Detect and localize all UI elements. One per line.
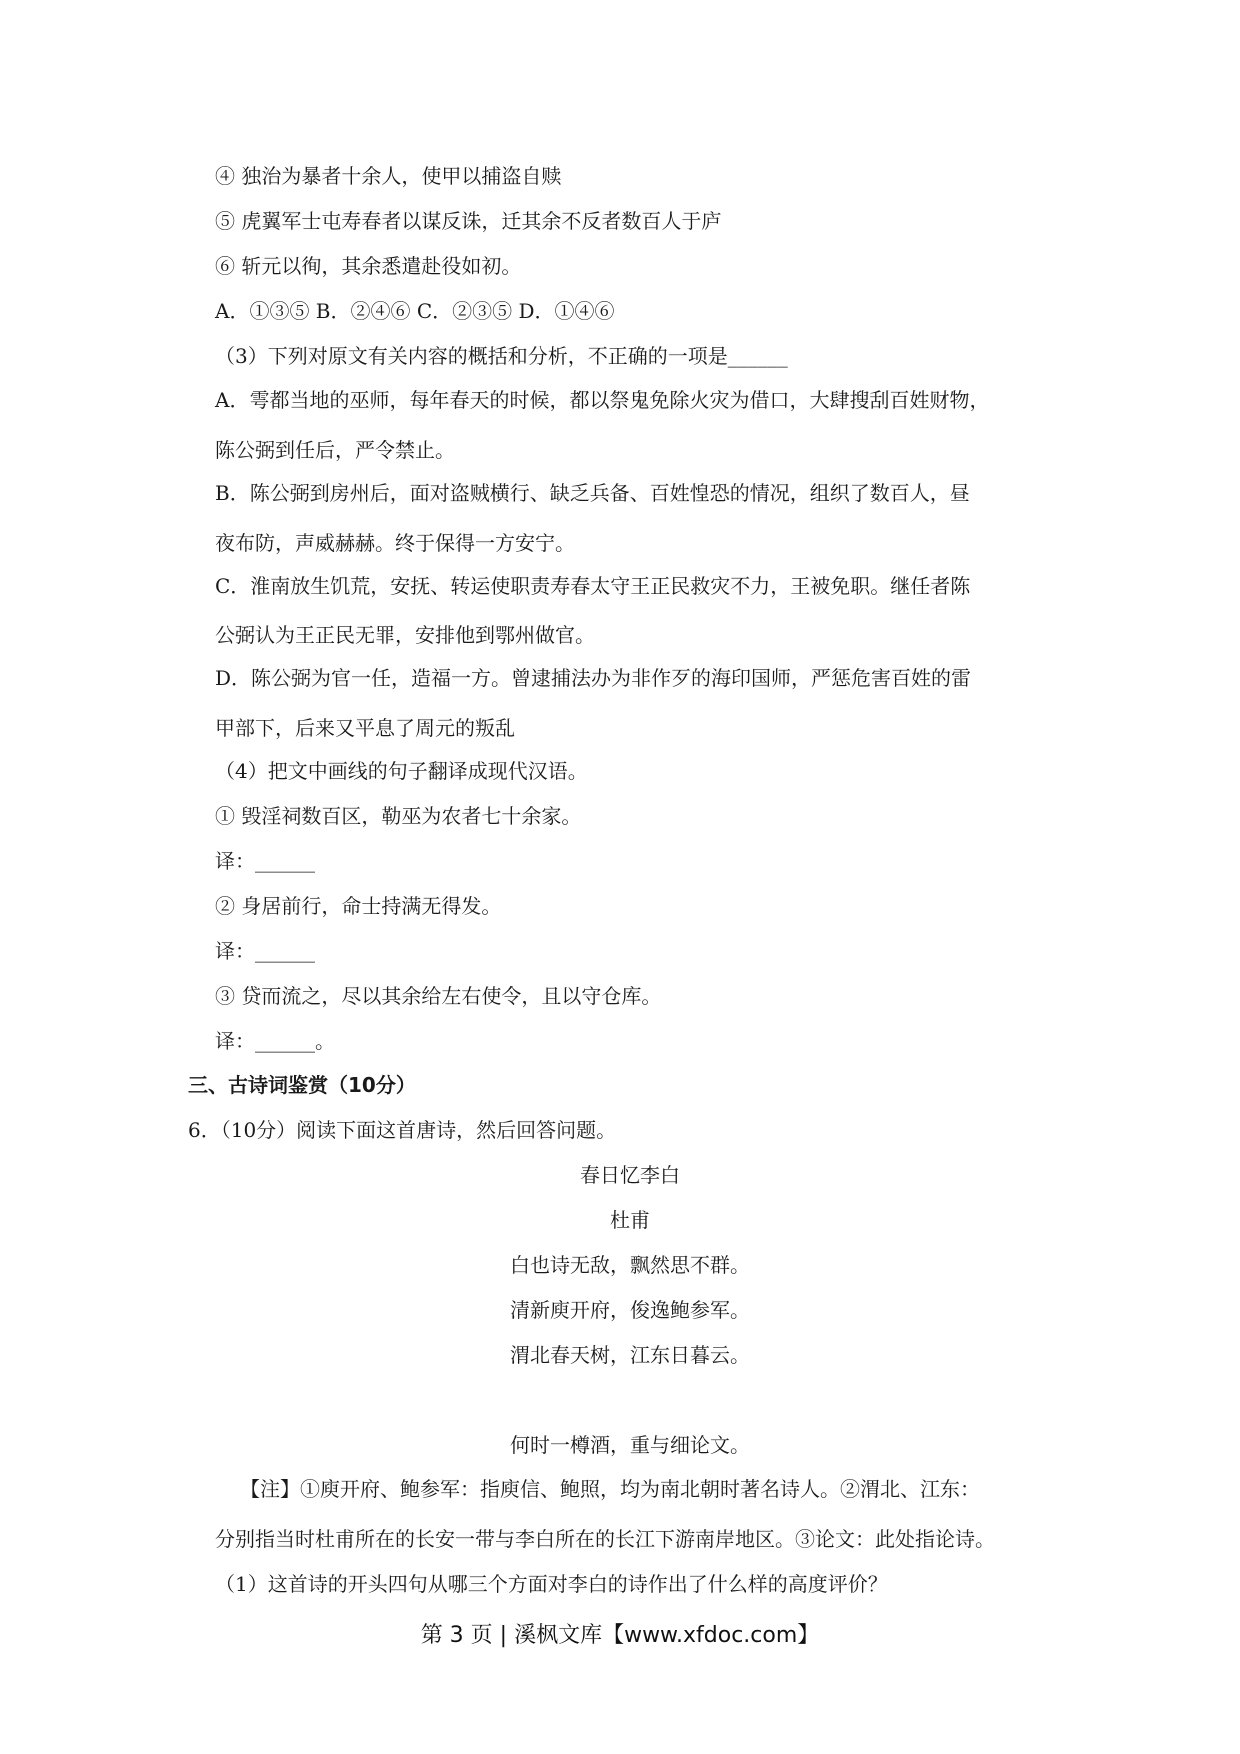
poem-line-4: 何时一樽酒，重与细论文。 — [510, 1433, 750, 1457]
poem-note-line-2: 分别指当时杜甫所在的长安一带与李白所在的长江下游南岸地区。③论文：此处指论诗。 — [215, 1527, 995, 1551]
poem-line-1: 白也诗无敌，飘然思不群。 — [510, 1253, 750, 1277]
translation-answer-3: 译：______。 — [215, 1029, 335, 1053]
question-6: 6．（10分）阅读下面这首唐诗，然后回答问题。 — [188, 1118, 617, 1142]
option-item-5: ⑤ 虎翼军士屯寿春者以谋反诛，迁其余不反者数百人于庐 — [215, 209, 722, 233]
section-title: 三、古诗词鉴赏（10分） — [188, 1073, 416, 1097]
question-3: （3）下列对原文有关内容的概括和分析，不正确的一项是______ — [215, 344, 788, 368]
option-item-6: ⑥ 斩元以徇，其余悉遣赴役如初。 — [215, 254, 522, 278]
translation-answer-1: 译：______ — [215, 849, 315, 873]
choice-b-line-1: B．陈公弼到房州后，面对盗贼横行、缺乏兵备、百姓惶恐的情况，组织了数百人，昼 — [215, 481, 970, 505]
question-4: （4）把文中画线的句子翻译成现代汉语。 — [215, 759, 588, 783]
poem-note-line-1: 【注】①庾开府、鲍参军：指庾信、鲍照，均为南北朝时著名诗人。②渭北、江东： — [240, 1477, 980, 1501]
translation-sentence-3: ③ 贷而流之，尽以其余给左右使令，且以守仓库。 — [215, 984, 662, 1008]
option-item-4: ④ 独治为暴者十余人，使甲以捕盗自赎 — [215, 164, 562, 188]
translation-answer-2: 译：______ — [215, 939, 315, 963]
poem-line-2: 清新庾开府，俊逸鲍参军。 — [510, 1298, 750, 1322]
answer-choices: A．①③⑤ B．②④⑥ C．②③⑤ D．①④⑥ — [215, 299, 615, 323]
choice-a-line-1: A．雩都当地的巫师，每年春天的时候，都以祭鬼免除火灾为借口，大肆搜刮百姓财物， — [215, 388, 990, 412]
poem-author: 杜甫 — [610, 1208, 650, 1232]
page-footer: 第 3 页 | 溪枫文库【www.xfdoc.com】 — [420, 1623, 820, 1648]
choice-d-line-1: D．陈公弼为官一任，造福一方。曾逮捕法办为非作歹的海印国师，严惩危害百姓的雷 — [215, 666, 972, 690]
translation-sentence-2: ② 身居前行，命士持满无得发。 — [215, 894, 502, 918]
translation-sentence-1: ① 毁淫祠数百区，勒巫为农者七十余家。 — [215, 804, 582, 828]
poem-line-3: 渭北春天树，江东日暮云。 — [510, 1343, 750, 1367]
poem-title: 春日忆李白 — [580, 1163, 680, 1187]
choice-c-line-1: C．淮南放生饥荒，安抚、转运使职责寿春太守王正民救灾不力，王被免职。继任者陈 — [215, 574, 971, 598]
choice-c-line-2: 公弼认为王正民无罪，安排他到鄂州做官。 — [215, 623, 595, 647]
choice-a-line-2: 陈公弼到任后，严令禁止。 — [215, 438, 455, 462]
choice-d-line-2: 甲部下，后来又平息了周元的叛乱 — [215, 716, 515, 740]
sub-question-1: （1）这首诗的开头四句从哪三个方面对李白的诗作出了什么样的高度评价？ — [215, 1572, 888, 1596]
choice-b-line-2: 夜布防，声威赫赫。终于保得一方安宁。 — [215, 531, 575, 555]
